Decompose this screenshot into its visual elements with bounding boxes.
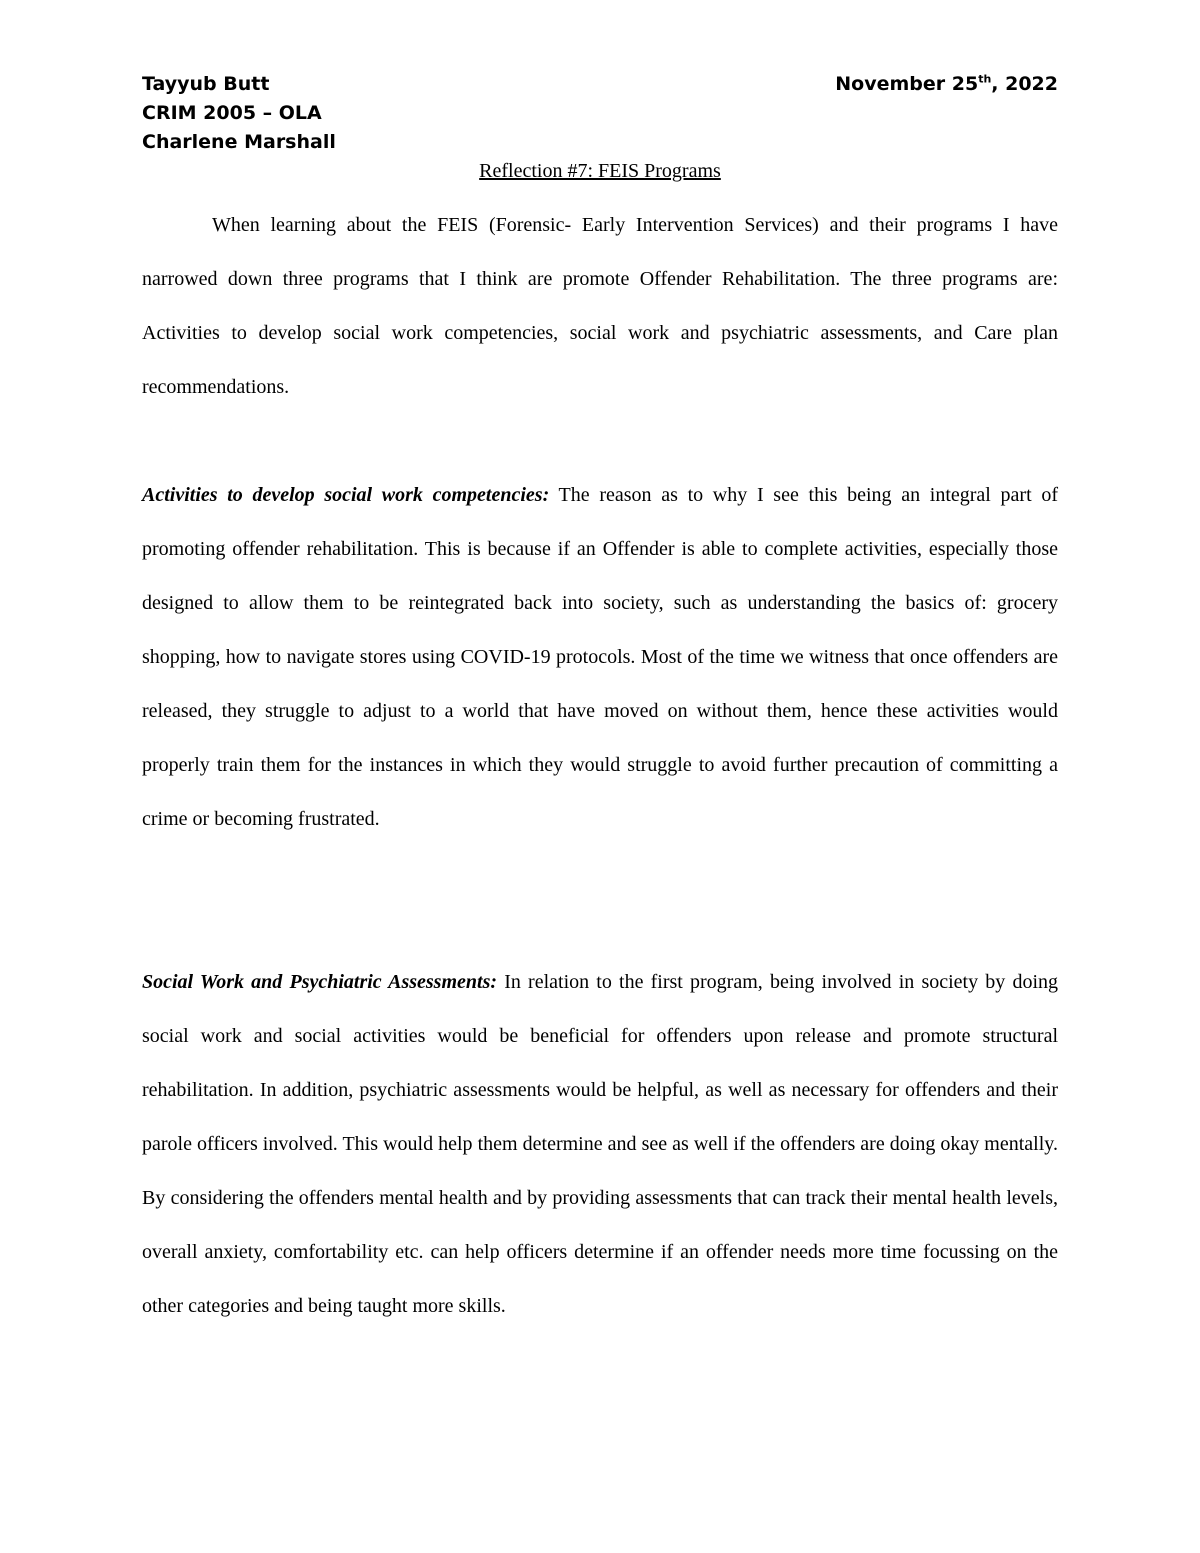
section-text: In relation to the first program, being involved in society by doing social work and social activities would be beneficial for offenders upon release and promote structural rehabilitation. In addition, psychiatric assessments would be helpful, as well as necessary for offenders and their parole officers involved. This would help them determine and see as well if the offenders are doing okay mentally. By considering the offenders mental health and by providing assessments that can track their mental health levels, overall anxiety, comfortability etc. can help officers determine if an offender needs more time focussing on the other categories and being taught more skills. bbox=[142, 971, 1058, 1317]
date-year: , 2022 bbox=[991, 73, 1058, 95]
document-title: Reflection #7: FEIS Programs bbox=[479, 160, 721, 182]
section-heading: Activities to develop social work competencies: bbox=[142, 484, 550, 506]
author-name: Tayyub Butt bbox=[142, 73, 270, 95]
section-text: The reason as to why I see this being an integral part of promoting offender rehabilitation. This is because if an Offender is able to complete activities, especially those designed to allow them to be reintegrated back into society, such as understanding the basics of: grocery shopping, how to navigate stores using COVID-19 protocols. Most of the time we witness that once offenders are released, they struggle to adjust to a world that have moved on without them, hence these activities would properly train them for the instances in which they would struggle to avoid further precaution of committing a crime or becoming frustrated. bbox=[142, 484, 1058, 830]
intro-paragraph: When learning about the FEIS (Forensic- Early Intervention Services) and their programs I have narrowed down three programs that I think are promote Offender Rehabilitation. The three programs are: Activities to develop social work competencies, social work and psychiatric assessments, and Care plan recommendations. bbox=[142, 214, 1058, 398]
document-date bbox=[835, 70, 1058, 99]
section-paragraph-assessments bbox=[142, 955, 1058, 1333]
date-ordinal-suffix: th bbox=[978, 72, 992, 86]
instructor-name: Charlene Marshall bbox=[142, 131, 336, 153]
section-paragraph-activities bbox=[142, 468, 1058, 846]
section-heading: Social Work and Psychiatric Assessments: bbox=[142, 971, 498, 993]
document-header bbox=[142, 70, 1058, 157]
course-code: CRIM 2005 – OLA bbox=[142, 102, 322, 124]
date-month-day: November 25 bbox=[835, 73, 979, 95]
